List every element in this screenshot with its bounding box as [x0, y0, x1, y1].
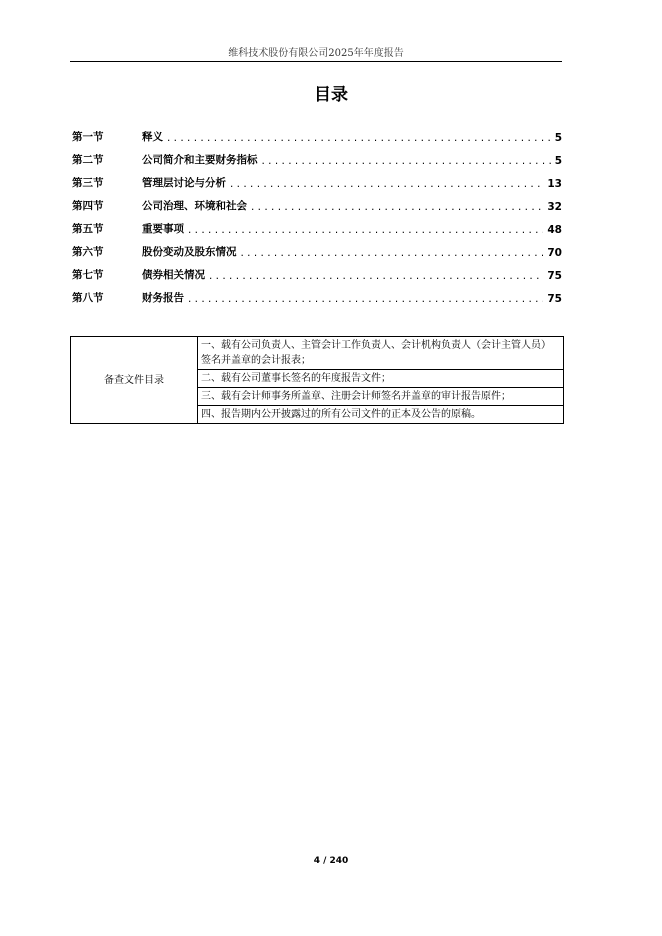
toc-title: 股份变动及股东情况 — [142, 246, 237, 258]
toc-title: 公司简介和主要财务指标 — [142, 154, 258, 166]
toc-leader-dots — [230, 178, 543, 190]
toc-title: 释义 — [142, 131, 163, 143]
toc-title: 财务报告 — [142, 292, 184, 304]
toc-page-number: 48 — [547, 224, 562, 236]
toc-page-number: 75 — [547, 293, 562, 305]
toc-leader-dots — [251, 201, 543, 213]
toc-page-number: 75 — [547, 270, 562, 282]
page-header — [70, 44, 562, 62]
reference-docs-label: 备查文件目录 — [71, 337, 198, 424]
toc-leader-dots — [241, 247, 544, 259]
toc-page-number: 13 — [547, 178, 562, 190]
page-title: 目录 — [314, 85, 348, 105]
toc-leader-dots — [188, 224, 543, 236]
reference-documents-table — [70, 336, 564, 424]
toc-section: 第七节 — [72, 269, 104, 281]
toc-entry[interactable] — [72, 144, 562, 167]
toc-leader-dots — [209, 270, 543, 282]
toc-entry[interactable] — [72, 121, 562, 144]
toc-page-number: 5 — [554, 155, 562, 167]
header-text: 维科技术股份有限公司2025年年度报告 — [228, 48, 404, 59]
reference-doc-item: 一、载有公司负责人、主管会计工作负责人、会计机构负责人（会计主管人员）签名并盖章的会计报表； — [198, 337, 564, 370]
toc-page-number: 5 — [554, 132, 562, 144]
toc-title: 公司治理、环境和社会 — [142, 200, 247, 212]
table-of-contents — [72, 121, 562, 305]
toc-section: 第五节 — [72, 223, 104, 235]
toc-section: 第三节 — [72, 177, 104, 189]
toc-section: 第一节 — [72, 131, 104, 143]
toc-entry[interactable] — [72, 236, 562, 259]
toc-entry[interactable] — [72, 259, 562, 282]
toc-entry[interactable] — [72, 213, 562, 236]
toc-section: 第四节 — [72, 200, 104, 212]
page-footer — [0, 856, 662, 866]
toc-section: 第二节 — [72, 154, 104, 166]
page-number: 4 / 240 — [313, 856, 349, 866]
toc-leader-dots — [262, 155, 551, 167]
toc-title: 管理层讨论与分析 — [142, 177, 226, 189]
toc-title: 债券相关情况 — [142, 269, 205, 281]
reference-doc-item: 四、报告期内公开披露过的所有公司文件的正本及公告的原稿。 — [198, 406, 564, 424]
toc-section: 第六节 — [72, 246, 104, 258]
toc-entry[interactable] — [72, 190, 562, 213]
reference-doc-item: 二、载有公司董事长签名的年度报告文件； — [198, 370, 564, 388]
table-row — [71, 337, 564, 370]
toc-leader-dots — [167, 132, 551, 144]
toc-page-number: 32 — [547, 201, 562, 213]
toc-entry[interactable] — [72, 167, 562, 190]
toc-page-number: 70 — [547, 247, 562, 259]
toc-title: 重要事项 — [142, 223, 184, 235]
toc-leader-dots — [188, 293, 543, 305]
reference-doc-item: 三、载有会计师事务所盖章、注册会计师签名并盖章的审计报告原件； — [198, 388, 564, 406]
toc-section: 第八节 — [72, 292, 104, 304]
toc-entry[interactable] — [72, 282, 562, 305]
